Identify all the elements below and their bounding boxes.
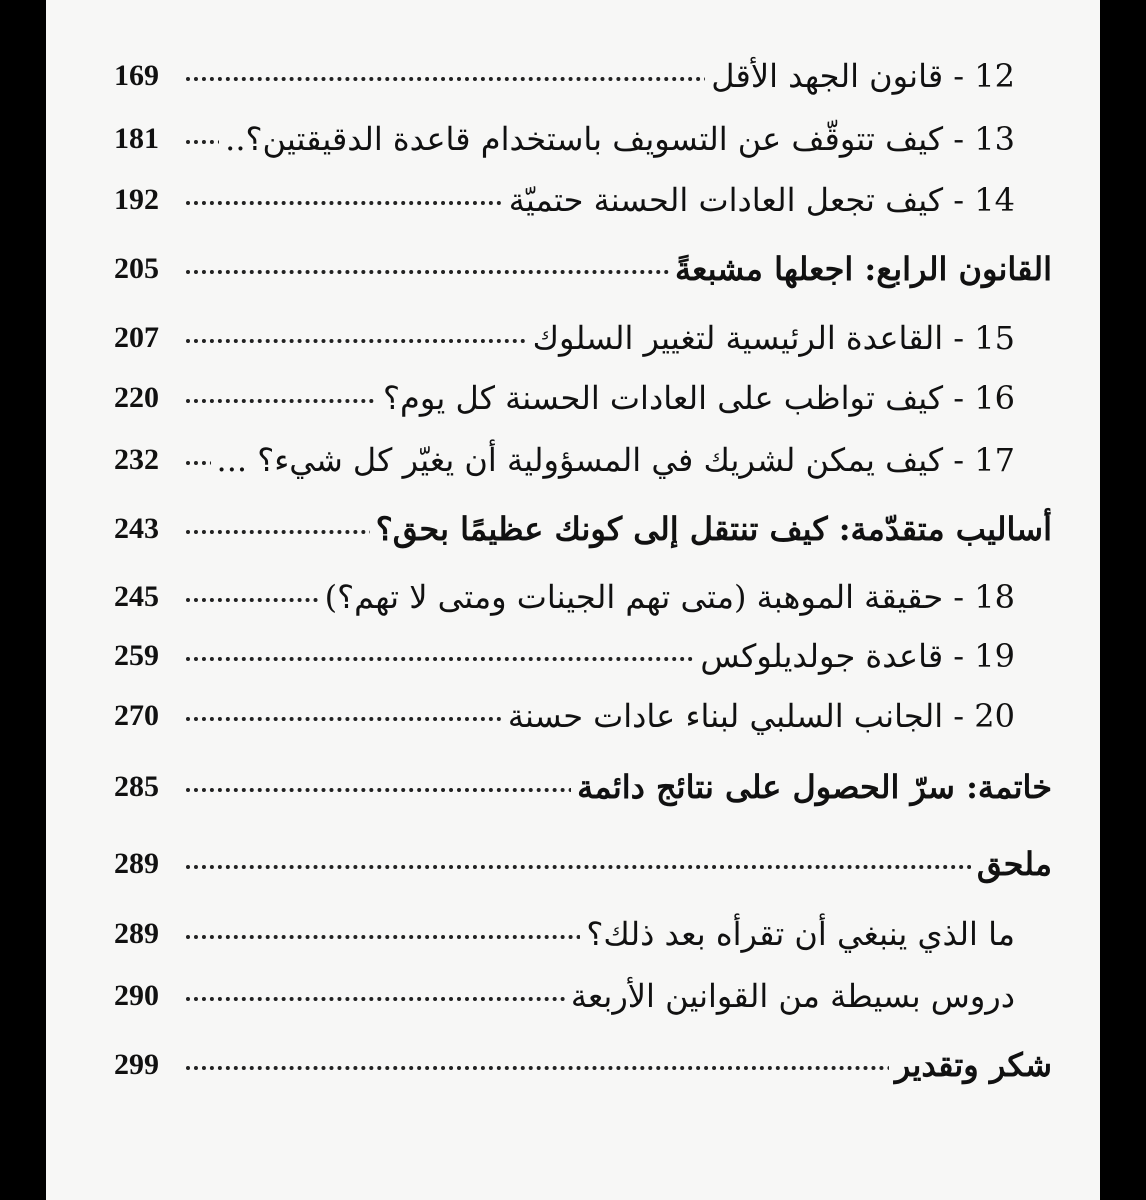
toc-page-number: 243 <box>114 512 159 545</box>
toc-entry <box>114 970 1052 1022</box>
toc-section-title: ملحق <box>971 838 1052 890</box>
toc-page-number: 220 <box>114 381 159 414</box>
toc-page-number: 245 <box>114 580 159 613</box>
toc-entry <box>114 630 1052 682</box>
toc-entry <box>114 434 1052 486</box>
toc-entry <box>114 571 1052 623</box>
toc-section-title: أساليب متقدّمة: كيف تنتقل إلى كونك عظيمًا بحق؟ <box>370 503 1052 555</box>
toc-entry <box>114 174 1052 226</box>
toc-entry <box>114 908 1052 960</box>
toc-section-title: شكر وتقدير <box>889 1039 1052 1091</box>
toc-page-number: 205 <box>114 252 159 285</box>
table-of-contents <box>46 0 1100 1200</box>
toc-page-number: 192 <box>114 183 159 216</box>
toc-entry-title: دروس بسيطة من القوانين الأربعة <box>565 970 1015 1022</box>
toc-entry-title: 13 - كيف تتوقّف عن التسويف باستخدام قاعدة الدقيقتين؟.. <box>219 113 1015 165</box>
toc-section-title: القانون الرابع: اجعلها مشبعةً <box>669 243 1052 295</box>
toc-entry <box>114 50 1052 102</box>
toc-entry-title: 16 - كيف تواظب على العادات الحسنة كل يوم؟ <box>377 372 1015 424</box>
toc-entry-title: 15 - القاعدة الرئيسية لتغيير السلوك <box>527 312 1015 364</box>
toc-section-heading <box>114 1039 1052 1091</box>
toc-page-number: 289 <box>114 917 159 950</box>
toc-entry-title: 17 - كيف يمكن لشريك في المسؤولية أن يغيّر كل شيء؟ ... <box>211 434 1015 486</box>
toc-page-number: 285 <box>114 770 159 803</box>
toc-page-number: 181 <box>114 122 159 155</box>
document-page <box>46 0 1100 1200</box>
toc-page-number: 290 <box>114 979 159 1012</box>
toc-entry-title: 18 - حقيقة الموهبة (متى تهم الجينات ومتى لا تهم؟) <box>319 571 1015 623</box>
toc-section-heading <box>114 503 1052 555</box>
toc-page-number: 207 <box>114 321 159 354</box>
toc-section-heading <box>114 838 1052 890</box>
toc-page-number: 259 <box>114 639 159 672</box>
toc-entry <box>114 372 1052 424</box>
dot-leader <box>186 865 1012 869</box>
toc-page-number: 299 <box>114 1048 159 1081</box>
toc-entry-title: 20 - الجانب السلبي لبناء عادات حسنة <box>502 690 1015 742</box>
toc-section-title: خاتمة: سرّ الحصول على نتائج دائمة <box>571 761 1052 813</box>
toc-section-heading <box>114 243 1052 295</box>
toc-entry-title: ما الذي ينبغي أن تقرأه بعد ذلك؟ <box>580 908 1015 960</box>
toc-entry <box>114 690 1052 742</box>
toc-page-number: 169 <box>114 59 159 92</box>
toc-page-number: 289 <box>114 847 159 880</box>
toc-entry-title: 19 - قاعدة جولديلوكس <box>694 630 1015 682</box>
toc-entry-title: 14 - كيف تجعل العادات الحسنة حتميّة <box>503 174 1015 226</box>
toc-entry <box>114 113 1052 165</box>
toc-entry-title: 12 - قانون الجهد الأقل <box>705 50 1015 102</box>
toc-entry <box>114 312 1052 364</box>
toc-section-heading <box>114 761 1052 813</box>
toc-page-number: 270 <box>114 699 159 732</box>
toc-page-number: 232 <box>114 443 159 476</box>
